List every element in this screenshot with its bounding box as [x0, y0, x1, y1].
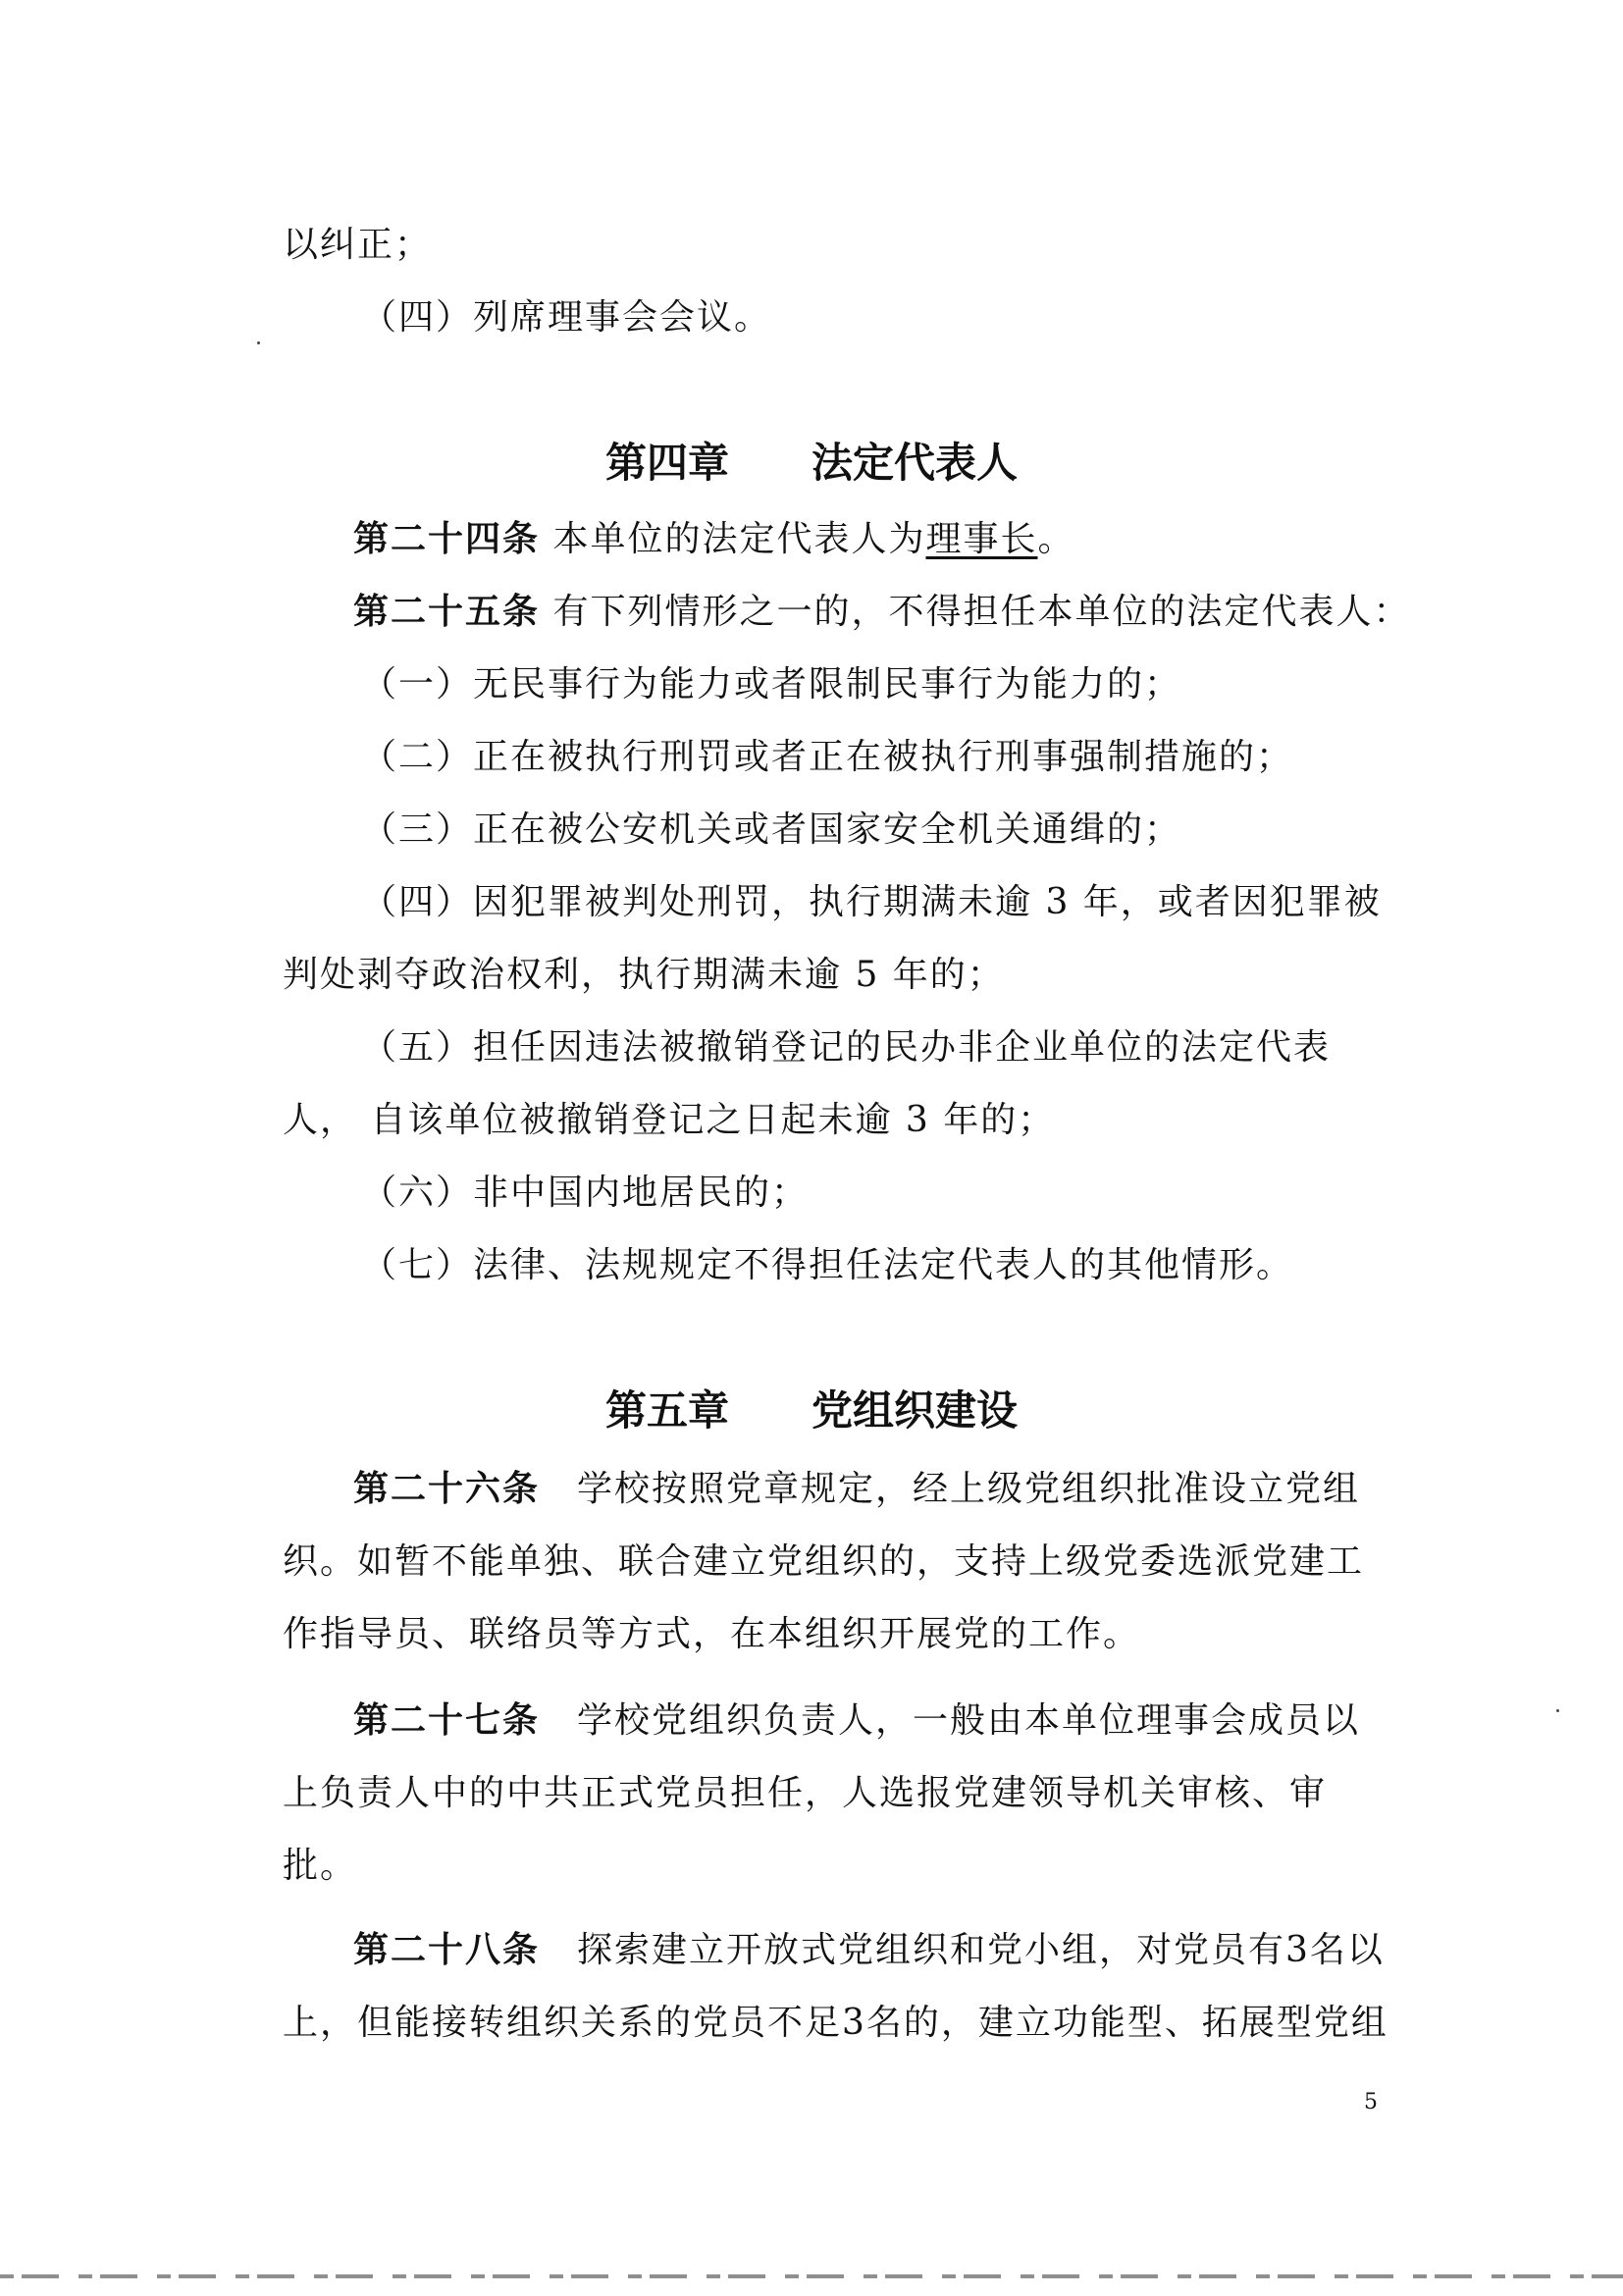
chapter-5-heading: 第五章 党组织建设 — [604, 1386, 1018, 1435]
article-text: 探索建立开放式党组织和党小组，对党员有3名以 — [540, 1930, 1385, 1970]
article-24 — [353, 516, 1075, 563]
list-item: （二）正在被执行刑罚或者正在被执行刑事强制措施的； — [361, 737, 1294, 777]
article-25 — [353, 589, 1410, 636]
article-continuation: 上负责人中的中共正式党员担任，人选报党建领导机关审核、审 — [283, 1773, 1328, 1813]
article-text-end: 。 — [1037, 519, 1075, 559]
text-line: 以纠正； — [283, 225, 433, 265]
list-item: （六）非中国内地居民的； — [361, 1173, 810, 1213]
article-number: 第二十八条 — [353, 1930, 541, 1970]
list-item-continuation: 判处剥夺政治权利，执行期满未逾 5 年的； — [283, 955, 1005, 995]
scan-speck — [257, 341, 260, 344]
article-continuation: 作指导员、联络员等方式，在本组织开展党的工作。 — [283, 1614, 1141, 1654]
article-text: 学校党组织负责人，一般由本单位理事会成员以 — [540, 1700, 1361, 1741]
article-continuation: 批。 — [283, 1846, 358, 1886]
article-number: 第二十五条 — [353, 592, 541, 632]
article-continuation: 上，但能接转组织关系的党员不足3名的，建立功能型、拓展型党组 — [283, 2003, 1388, 2043]
list-item: （七）法律、法规规定不得担任法定代表人的其他情形。 — [361, 1245, 1294, 1285]
text-line: （四）列席理事会会议。 — [361, 297, 772, 338]
list-item: （五）担任因违法被撤销登记的民办非企业单位的法定代表 — [361, 1027, 1332, 1068]
article-28 — [353, 1927, 1385, 1974]
list-item: （四）因犯罪被判处刑罚，执行期满未逾 3 年，或者因犯罪被 — [361, 882, 1382, 922]
article-continuation: 织。如暂不能单独、联合建立党组织的，支持上级党委选派党建工 — [283, 1541, 1365, 1582]
article-26 — [353, 1466, 1360, 1513]
article-number: 第二十七条 — [353, 1700, 541, 1741]
article-text: 学校按照党章规定，经上级党组织批准设立党组 — [540, 1469, 1361, 1509]
article-27 — [353, 1697, 1360, 1745]
page-number: 5 — [1364, 2090, 1378, 2114]
scan-speck — [1556, 1709, 1559, 1712]
list-item-continuation: 人， 自该单位被撤销登记之日起未逾 3 年的； — [283, 1100, 1056, 1140]
scan-edge-artifact — [0, 2274, 1623, 2278]
underlined-term: 理事长 — [925, 519, 1038, 559]
list-item: （三）正在被公安机关或者国家安全机关通缉的； — [361, 809, 1182, 850]
article-text: 本单位的法定代表人为 — [540, 519, 926, 559]
chapter-4-heading: 第四章 法定代表人 — [604, 439, 1018, 487]
article-number: 第二十六条 — [353, 1469, 541, 1509]
article-text: 有下列情形之一的，不得担任本单位的法定代表人： — [540, 592, 1411, 632]
list-item: （一）无民事行为能力或者限制民事行为能力的； — [361, 664, 1182, 704]
article-number: 第二十四条 — [353, 519, 541, 559]
